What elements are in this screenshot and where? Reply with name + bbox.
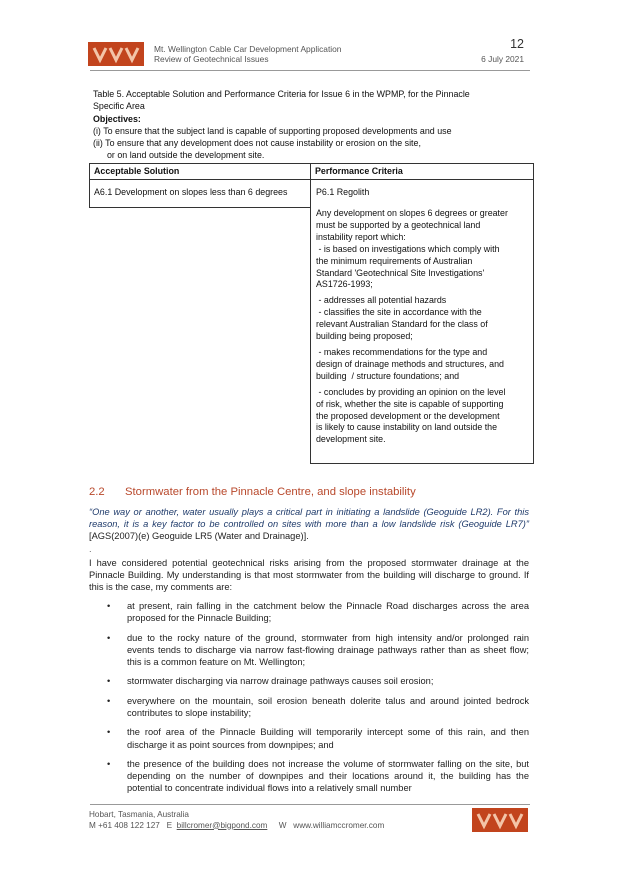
- comment-list: [89, 600, 529, 795]
- footer-contact-line: [89, 821, 384, 832]
- header-divider: [90, 70, 530, 71]
- list-item: • the roof area of the Pinnacle Building will temporarily intercept some of this rain, and then discharge it as point sources from downpipes; and: [89, 726, 529, 750]
- section-number: 2.2: [89, 486, 105, 498]
- phone-label: M: [89, 820, 96, 830]
- list-item: • the presence of the building does not increase the volume of stormwater falling on the site, but depending on the number of downpipes and their locations around it, the building has the potential to concentrate individual flows into a relatively small number: [89, 758, 529, 795]
- criteria-line: relevant Australian Standard for the class of: [316, 319, 488, 330]
- list-item: • everywhere on the mountain, soil erosion beneath dolerite talus and around jointed bedrock contributes to slope instability;: [89, 695, 529, 719]
- criteria-line: - concludes by providing an opinion on the level: [316, 386, 506, 397]
- list-item: • stormwater discharging via narrow drainage pathways causes soil erosion;: [89, 675, 529, 687]
- header-title-line1: Mt. Wellington Cable Car Development Application: [154, 44, 342, 54]
- criteria-line: - addresses all potential hazards: [316, 295, 447, 306]
- quote-reference: [AGS(2007)(e) Geoguide LR5 (Water and Drainage)].: [89, 531, 309, 542]
- criteria-line: is likely to cause instability on land outside the: [316, 422, 498, 433]
- criteria-title: P6.1 Regolith: [316, 187, 370, 197]
- criteria-line: - is based on investigations which comply with: [316, 243, 500, 254]
- criteria-line: instability report which:: [316, 231, 406, 242]
- objectives-label: Objectives:: [93, 113, 141, 124]
- section-heading: [89, 486, 416, 498]
- col-header-performance-criteria: Performance Criteria: [315, 166, 403, 176]
- criteria-line: Any development on slopes 6 degrees or greater: [316, 208, 508, 218]
- criteria-line: - classifies the site in accordance with the: [316, 307, 482, 318]
- criteria-line: of risk, whether the site is capable of supporting: [316, 398, 504, 409]
- footer-location: Hobart, Tasmania, Australia: [89, 810, 189, 819]
- phone-number: +61 408 122 127: [98, 820, 160, 830]
- section-paragraph: I have considered potential geotechnical risks arising from the proposed stormwater drainage at the Pinnacle Building. My understanding is that most stormwater from the building will discharge to ground. If this is the case, my comments are:: [89, 558, 529, 593]
- email-link[interactable]: billcromer@bigpond.com: [176, 820, 268, 830]
- email-label: E: [166, 820, 173, 830]
- header-date: 6 July 2021: [481, 54, 524, 64]
- spacer-dot: .: [89, 544, 92, 554]
- table-intro: [93, 88, 533, 162]
- table-caption-line1: Table 5. Acceptable Solution and Performance Criteria for Issue 6 in the WPMP, for the Pinnacle: [93, 89, 470, 99]
- footer-divider: [90, 804, 530, 805]
- header-title: [154, 44, 341, 64]
- criteria-body: [316, 208, 530, 446]
- objective-2-line1: (ii) To ensure that any development does not cause instability or erosion on the site,: [93, 138, 421, 149]
- criteria-line: AS1726-1993;: [316, 279, 373, 290]
- col-header-acceptable-solution: Acceptable Solution: [94, 166, 180, 176]
- header-logo: [88, 42, 144, 66]
- web-label: W: [278, 820, 287, 830]
- section-quote: [89, 506, 529, 543]
- criteria-line: Standard 'Geotechnical Site Investigations': [316, 267, 485, 278]
- objective-1: (i) To ensure that the subject land is capable of supporting proposed developments and use: [93, 125, 452, 136]
- acceptable-solution-cell: A6.1 Development on slopes less than 6 degrees: [94, 187, 288, 197]
- page-number: 12: [510, 37, 524, 51]
- criteria-line: the minimum requirements of Australian: [316, 255, 473, 266]
- criteria-line: the proposed development or the development: [316, 410, 500, 421]
- table-caption-line2: Specific Area: [93, 101, 145, 112]
- header-title-line2: Review of Geotechnical Issues: [154, 54, 269, 64]
- criteria-line: - makes recommendations for the type and: [316, 346, 488, 357]
- criteria-line: building being proposed;: [316, 331, 413, 342]
- list-item: • due to the rocky nature of the ground, stormwater from high intensity and/or prolonged rain events tends to discharge via narrow fast-flowing drainage pathways rather than as sheet flow; this is a common feature on Mt. Wellington;: [89, 632, 529, 669]
- footer-logo: [472, 808, 528, 832]
- web-link[interactable]: www.williamccromer.com: [293, 820, 385, 830]
- criteria-line: development site.: [316, 434, 386, 445]
- wcc-chevrons-logo-icon: [90, 44, 142, 64]
- criteria-line: must be supported by a geotechnical land: [316, 219, 481, 230]
- wcc-chevrons-logo-icon: [474, 810, 526, 830]
- objective-2-line2: or on land outside the development site.: [107, 150, 265, 161]
- section-title: Stormwater from the Pinnacle Centre, and slope instability: [125, 486, 416, 498]
- criteria-line: design of drainage methods and structures, and: [316, 358, 504, 369]
- footer-contact: [89, 810, 384, 831]
- criteria-line: building / structure foundations; and: [316, 370, 460, 381]
- list-item: • at present, rain falling in the catchment below the Pinnacle Road discharges across the area proposed for the Pinnacle Building;: [89, 600, 529, 624]
- quote-text: “One way or another, water usually plays a critical part in initiating a landslide (Geoguide LR2). For this reason, it is a key factor to be controlled on sites with more than a low landslide risk (Geoguide LR7)”: [89, 507, 529, 530]
